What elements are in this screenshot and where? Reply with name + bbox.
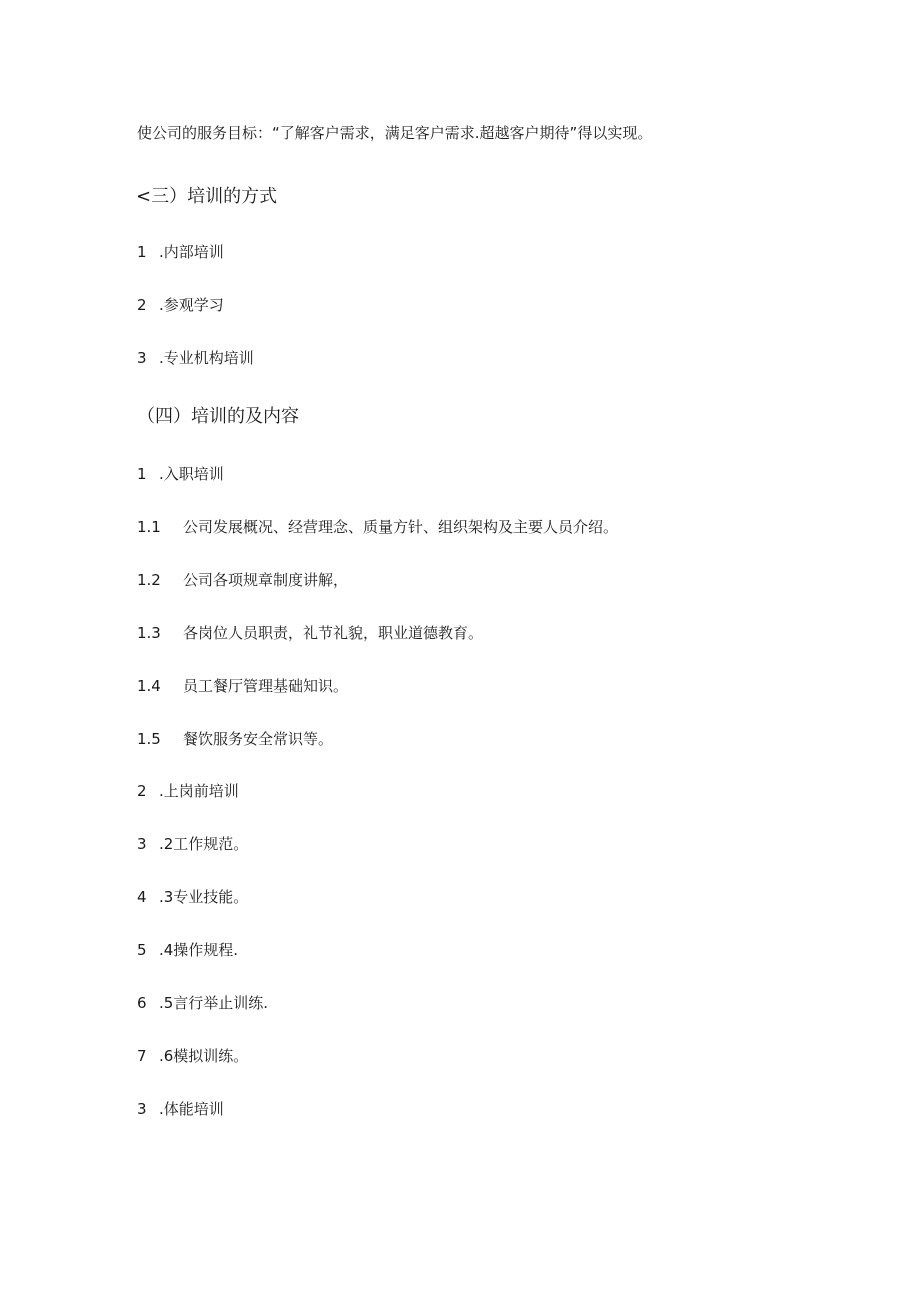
list-item (137, 1046, 248, 1066)
list-item (137, 887, 248, 907)
section-heading-training-content: （四）培训的及内容 (137, 406, 299, 427)
list-item-text: .专业机构培训 (159, 349, 254, 367)
list-item-text: .参观学习 (159, 296, 224, 314)
list-item-text: .5言行举止训练. (159, 994, 269, 1012)
sub-list-item-text: 公司各项规章制度讲解， (183, 571, 349, 589)
list-item-text: .体能培训 (159, 1100, 224, 1118)
sub-list-item (137, 729, 333, 749)
list-item-text: .内部培训 (159, 243, 224, 261)
list-item (137, 834, 248, 854)
sub-list-item-number: 1.3 (137, 624, 161, 642)
sub-list-item (137, 623, 483, 643)
list-item-number: 2 (137, 782, 147, 800)
sub-list-item (137, 517, 618, 537)
sub-list-item-number: 1.4 (137, 677, 161, 695)
sub-list-item-text: 公司发展概况、经营理念、质量方针、组织架构及主要人员介绍。 (183, 518, 619, 536)
intro-paragraph: 使公司的服务目标：“了解客户需求，满足客户需求.超越客户期待”得以实现。 (137, 124, 653, 142)
list-item-text: .3专业技能。 (159, 888, 249, 906)
list-item-number: 7 (137, 1047, 147, 1065)
list-item-number: 1 (137, 465, 147, 483)
list-item (137, 940, 238, 960)
list-item (137, 464, 224, 484)
sub-list-item-number: 1.2 (137, 571, 161, 589)
list-item-number: 3 (137, 349, 147, 367)
section-heading-training-methods: <三）培训的方式 (136, 186, 278, 207)
list-item-number: 4 (137, 888, 147, 906)
list-item-number: 6 (137, 994, 147, 1012)
sub-list-item (137, 570, 348, 590)
list-item (137, 1099, 224, 1119)
list-item-number: 1 (137, 243, 147, 261)
list-item-text: .上岗前培训 (159, 782, 239, 800)
sub-list-item-number: 1.5 (137, 730, 161, 748)
list-item (137, 348, 254, 368)
list-item-number: 2 (137, 296, 147, 314)
list-item-text: .4操作规程. (159, 941, 239, 959)
sub-list-item-text: 餐饮服务安全常识等。 (183, 730, 334, 748)
list-item (137, 993, 268, 1013)
list-item (137, 781, 239, 801)
sub-list-item-text: 员工餐厅管理基础知识。 (183, 677, 349, 695)
list-item (137, 242, 224, 262)
list-item-number: 5 (137, 941, 147, 959)
sub-list-item-number: 1.1 (137, 518, 161, 536)
list-item-text: .2工作规范。 (159, 835, 249, 853)
list-item-text: .6模拟训练。 (159, 1047, 249, 1065)
list-item (137, 295, 224, 315)
list-item-text: .入职培训 (159, 465, 224, 483)
sub-list-item-text: 各岗位人员职责，礼节礼貌，职业道德教育。 (183, 624, 484, 642)
sub-list-item (137, 676, 348, 696)
list-item-number: 3 (137, 1100, 147, 1118)
list-item-number: 3 (137, 835, 147, 853)
